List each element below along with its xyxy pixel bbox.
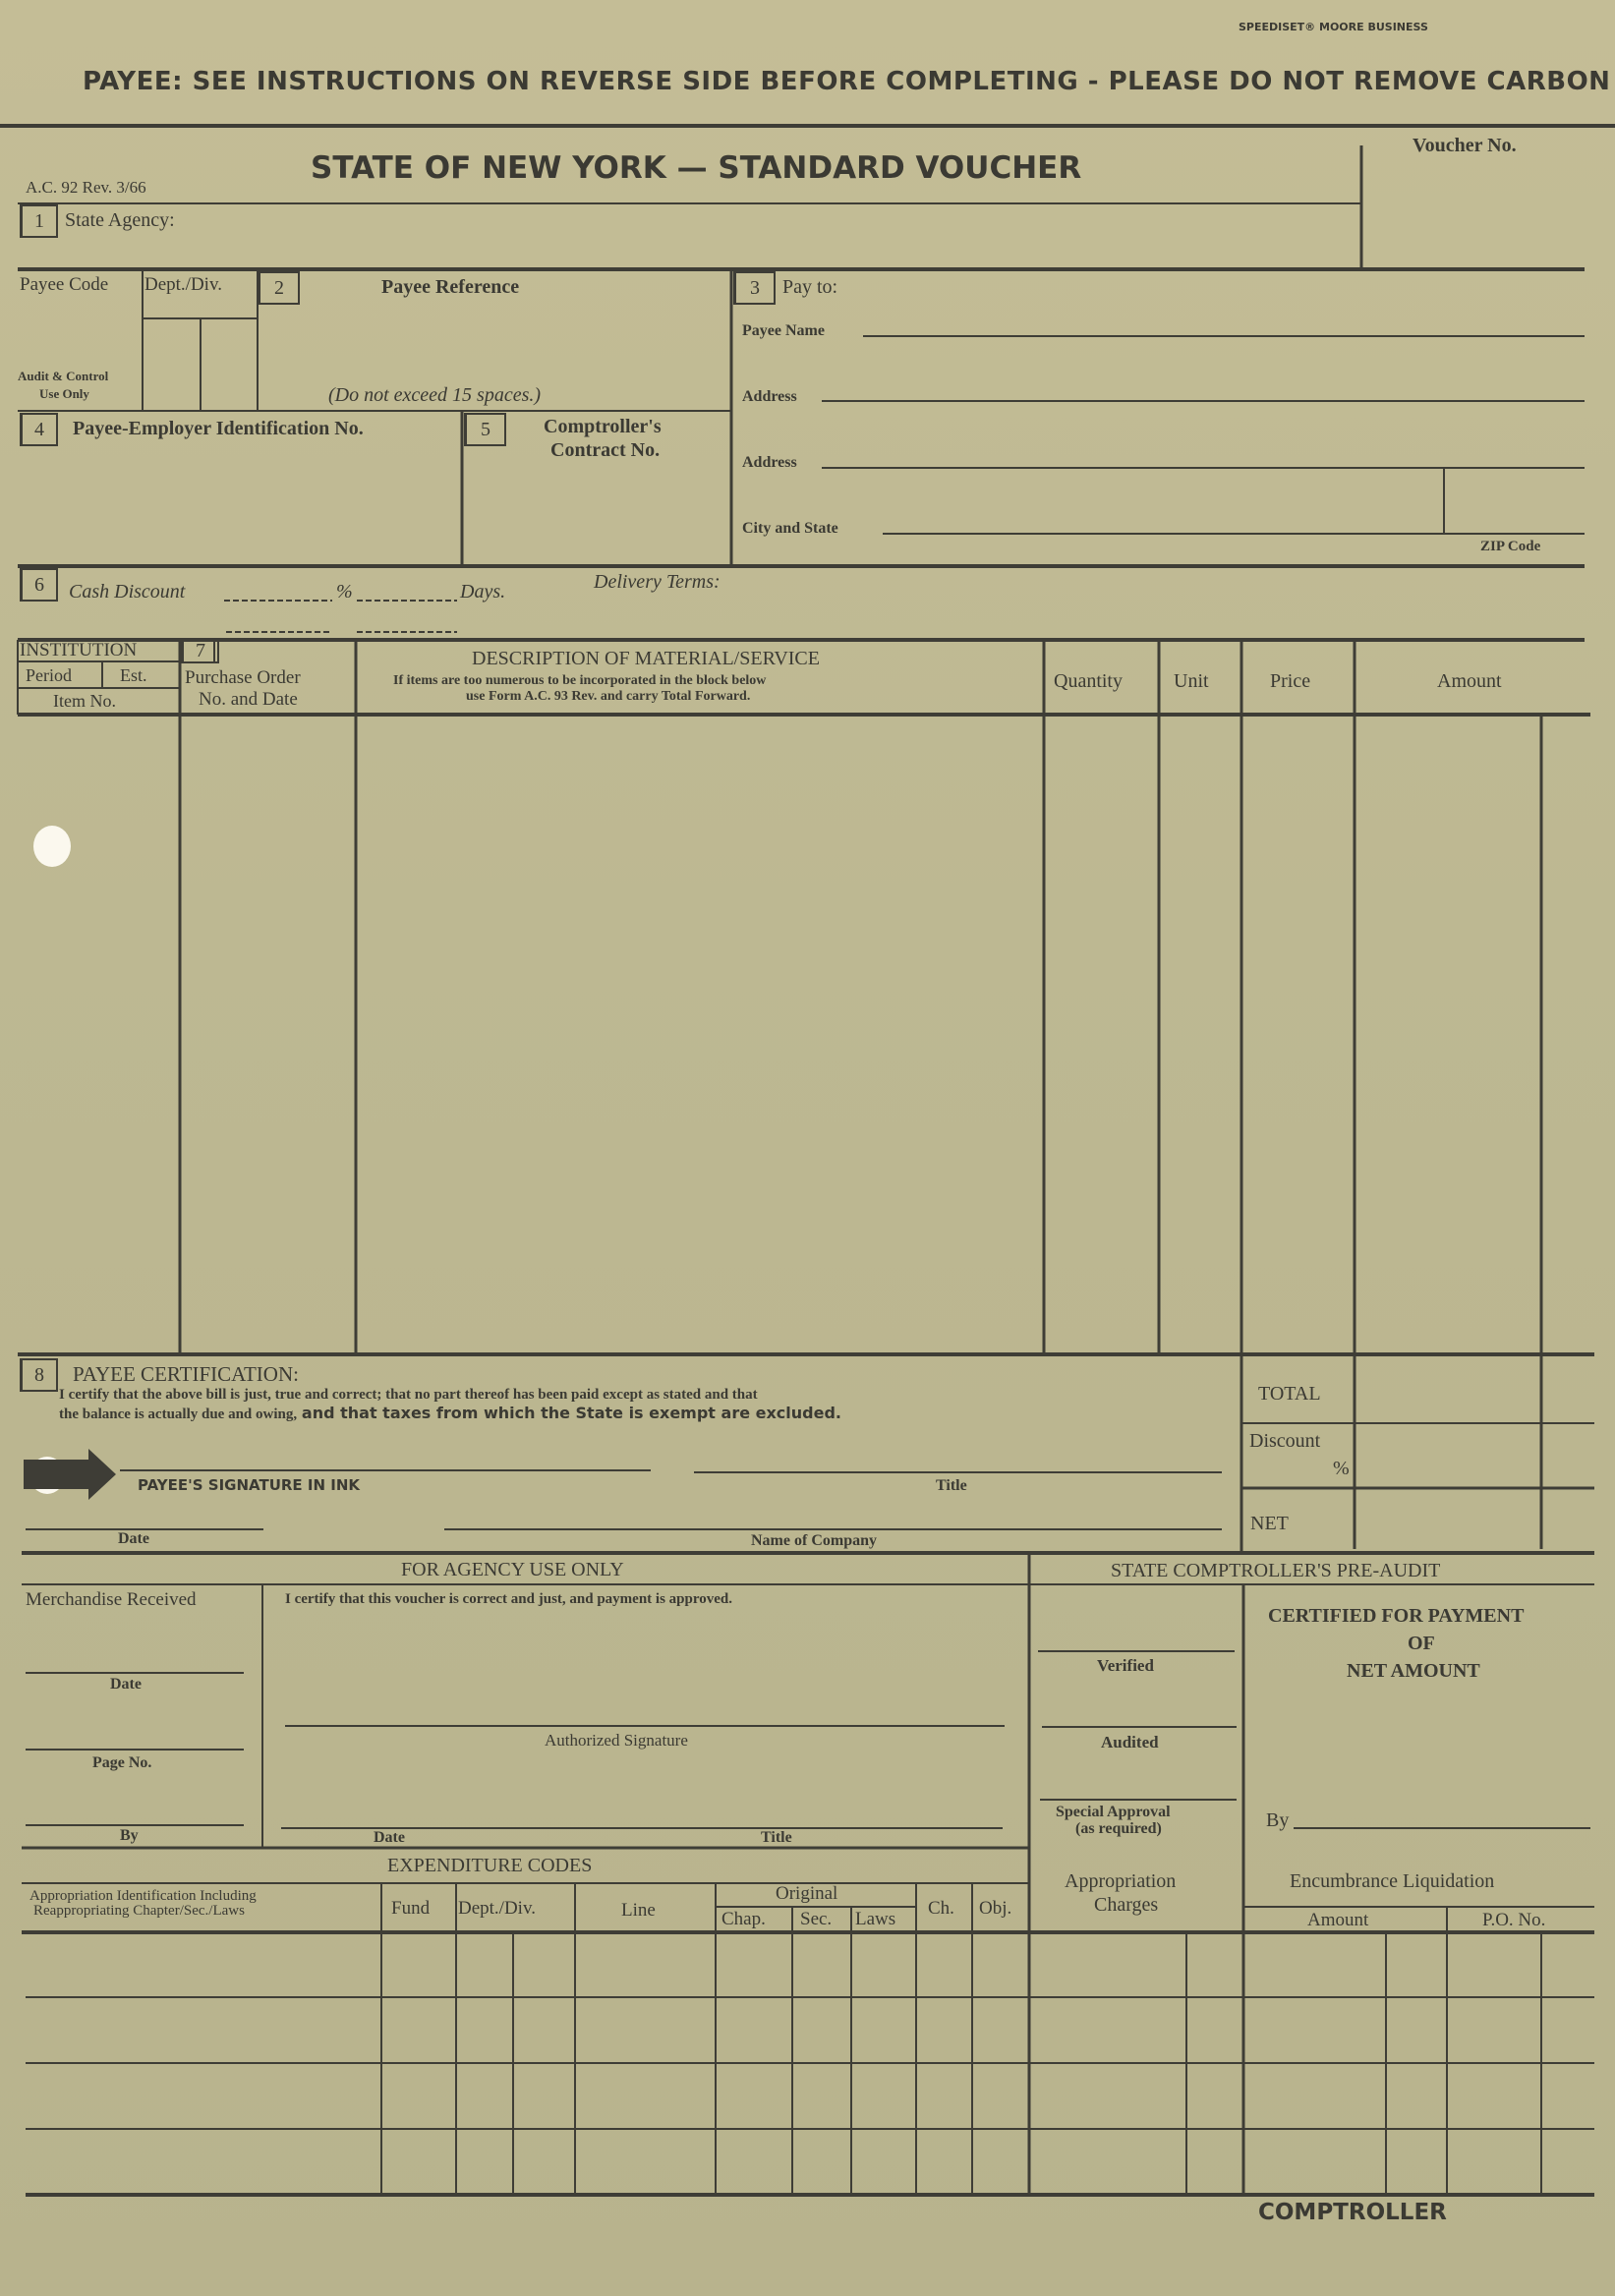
net-label: NET [1250, 1513, 1289, 1534]
delivery-terms-label: Delivery Terms: [594, 571, 721, 593]
field-number-7: 7 [181, 641, 219, 663]
state-agency-label: State Agency: [65, 209, 175, 231]
discount-percent-sign: % [336, 581, 353, 603]
address-1-field[interactable] [824, 370, 1583, 401]
approp-charges-label-2: Charges [1094, 1894, 1159, 1916]
description-header: DESCRIPTION OF MATERIAL/SERVICE [472, 648, 820, 669]
received-date-label: Date [110, 1676, 142, 1693]
description-note-2: use Form A.C. 93 Rev. and carry Total Forward. [466, 689, 751, 704]
employer-id-label: Payee-Employer Identification No. [73, 418, 364, 439]
field-number-5: 5 [464, 413, 506, 446]
approp-id-label-2: Reappropriating Chapter/Sec./Laws [33, 1903, 245, 1919]
payee-title-field[interactable] [694, 1439, 1222, 1472]
agency-date-field[interactable] [281, 1781, 615, 1828]
copy-label: COMPTROLLER [1258, 2200, 1447, 2225]
do-not-exceed-note: (Do not exceed 15 spaces.) [328, 384, 542, 406]
payee-name-field[interactable] [865, 305, 1583, 336]
discount-percent: % [1333, 1458, 1350, 1479]
cash-discount-percent-field[interactable] [224, 576, 332, 602]
cash-discount-label: Cash Discount [69, 581, 186, 603]
agency-use-heading: FOR AGENCY USE ONLY [401, 1559, 624, 1580]
agency-certify-text: I certify that this voucher is correct and just, and payment is approved. [285, 1591, 732, 1607]
line-items-area[interactable] [20, 718, 1588, 1352]
city-state-field[interactable] [885, 501, 1441, 534]
audit-control-label: Audit & Control [18, 369, 109, 383]
certification-text-1: I certify that the above bill is just, true and correct; that no part thereof has been paid except as stated and that [59, 1387, 758, 1403]
price-header: Price [1270, 670, 1311, 692]
certified-label-2: OF [1408, 1633, 1435, 1654]
payee-title-label: Title [936, 1477, 967, 1494]
received-by-field[interactable] [26, 1783, 244, 1825]
contract-label-1: Comptroller's [544, 416, 662, 437]
special-approval-label-1: Special Approval [1056, 1804, 1171, 1820]
expenditure-heading: EXPENDITURE CODES [387, 1855, 593, 1876]
maker-mark: SPEEDISET® MOORE BUSINESS [1239, 21, 1428, 33]
dept-div-label: Dept./Div. [144, 274, 222, 295]
expenditure-rows[interactable] [26, 1934, 1592, 2192]
address-2-label: Address [742, 454, 797, 471]
original-header: Original [776, 1883, 838, 1904]
po-no-header: P.O. No. [1482, 1910, 1546, 1930]
payee-code-label: Payee Code [20, 274, 109, 295]
agency-title-field[interactable] [629, 1781, 1003, 1828]
special-approval-label-2: (as required) [1075, 1820, 1162, 1837]
company-name-field[interactable] [444, 1498, 1222, 1529]
est-label: Est. [120, 665, 147, 685]
company-name-label: Name of Company [751, 1532, 877, 1549]
field-number-1: 1 [20, 204, 58, 238]
certified-label-1: CERTIFIED FOR PAYMENT [1268, 1605, 1525, 1627]
chap-header: Chap. [721, 1909, 766, 1929]
fund-header: Fund [391, 1898, 431, 1919]
line-header: Line [621, 1900, 656, 1921]
authorized-signature-field[interactable] [285, 1671, 1005, 1726]
enc-amount-header: Amount [1307, 1910, 1369, 1930]
page-no-field[interactable] [26, 1706, 244, 1750]
authorized-signature-label: Authorized Signature [545, 1731, 688, 1750]
agency-title-label: Title [761, 1829, 792, 1846]
state-agency-field[interactable] [226, 204, 1356, 265]
pre-audit-by-label: By [1266, 1809, 1290, 1831]
ch-header: Ch. [928, 1898, 954, 1919]
cash-discount-days-field[interactable] [357, 576, 457, 602]
pay-to-label: Pay to: [782, 276, 838, 298]
use-only-label: Use Only [39, 386, 89, 401]
laws-header: Laws [855, 1909, 896, 1929]
zip-field[interactable] [1447, 474, 1583, 533]
certification-title: PAYEE CERTIFICATION: [73, 1362, 299, 1386]
delivery-terms-field[interactable] [777, 570, 1583, 635]
certified-label-3: NET AMOUNT [1347, 1660, 1480, 1682]
contract-no-field[interactable] [466, 468, 727, 562]
certification-text-2 [59, 1406, 841, 1422]
address-2-field[interactable] [824, 436, 1583, 468]
agency-date-label: Date [374, 1829, 405, 1846]
certification-text-2a: the balance is actually due and owing, [59, 1406, 298, 1422]
field-number-8: 8 [20, 1358, 58, 1392]
description-note-1: If items are too numerous to be incorporated in the block below [393, 673, 767, 688]
total-amount-field[interactable] [1358, 1358, 1588, 1421]
total-label: TOTAL [1258, 1383, 1321, 1405]
payee-notice: PAYEE: SEE INSTRUCTIONS ON REVERSE SIDE BEFORE COMPLETING - PLEASE DO NOT REMOVE CARBON [83, 67, 1611, 96]
payee-name-label: Payee Name [742, 322, 825, 339]
obj-header: Obj. [979, 1898, 1012, 1919]
field-number-6: 6 [20, 568, 58, 602]
field-number-3: 3 [733, 271, 776, 305]
city-state-label: City and State [742, 520, 838, 537]
voucher-no-label: Voucher No. [1413, 135, 1517, 156]
dept-div-header: Dept./Div. [458, 1898, 536, 1919]
discount-amount-field[interactable] [1358, 1425, 1588, 1486]
pre-audit-heading: STATE COMPTROLLER'S PRE-AUDIT [1111, 1560, 1441, 1581]
received-date-field[interactable] [26, 1632, 244, 1673]
page-no-label: Page No. [92, 1754, 152, 1771]
net-amount-field[interactable] [1358, 1492, 1588, 1551]
payee-signature-field[interactable] [120, 1437, 651, 1470]
payee-signature-label: PAYEE'S SIGNATURE IN INK [138, 1476, 361, 1494]
days-label: Days. [460, 581, 506, 603]
zip-code-label: ZIP Code [1480, 539, 1541, 554]
merchandise-received-label: Merchandise Received [26, 1589, 197, 1610]
field-number-2: 2 [258, 271, 300, 305]
period-label: Period [26, 665, 72, 685]
verified-label: Verified [1097, 1656, 1154, 1675]
purchase-order-label-2: No. and Date [199, 689, 298, 710]
amount-header: Amount [1437, 670, 1502, 692]
payee-reference-field[interactable] [261, 305, 727, 379]
approp-id-label-1: Appropriation Identification Including [29, 1888, 257, 1904]
unit-header: Unit [1174, 670, 1209, 692]
sec-header: Sec. [800, 1909, 833, 1929]
payee-date-label: Date [118, 1530, 149, 1547]
quantity-header: Quantity [1054, 670, 1123, 692]
institution-label: INSTITUTION [20, 640, 138, 660]
certification-text-2b: and that taxes from which the State is exempt are excluded. [301, 1404, 841, 1422]
received-by-label: By [120, 1827, 139, 1844]
approp-charges-label-1: Appropriation [1065, 1870, 1177, 1892]
employer-id-field[interactable] [22, 448, 458, 562]
payee-reference-label: Payee Reference [381, 276, 520, 298]
pointing-arrow-icon [24, 1449, 116, 1500]
field-number-4: 4 [20, 413, 58, 446]
address-1-label: Address [742, 388, 797, 405]
purchase-order-label-1: Purchase Order [185, 667, 301, 688]
form-number: A.C. 92 Rev. 3/66 [26, 178, 146, 197]
payee-date-field[interactable] [26, 1498, 263, 1529]
discount-label: Discount [1249, 1430, 1321, 1452]
encumbrance-label: Encumbrance Liquidation [1290, 1870, 1495, 1892]
item-no-label: Item No. [53, 691, 116, 711]
contract-label-2: Contract No. [550, 439, 661, 461]
form-title: STATE OF NEW YORK — STANDARD VOUCHER [311, 150, 1082, 186]
audited-label: Audited [1101, 1733, 1159, 1751]
